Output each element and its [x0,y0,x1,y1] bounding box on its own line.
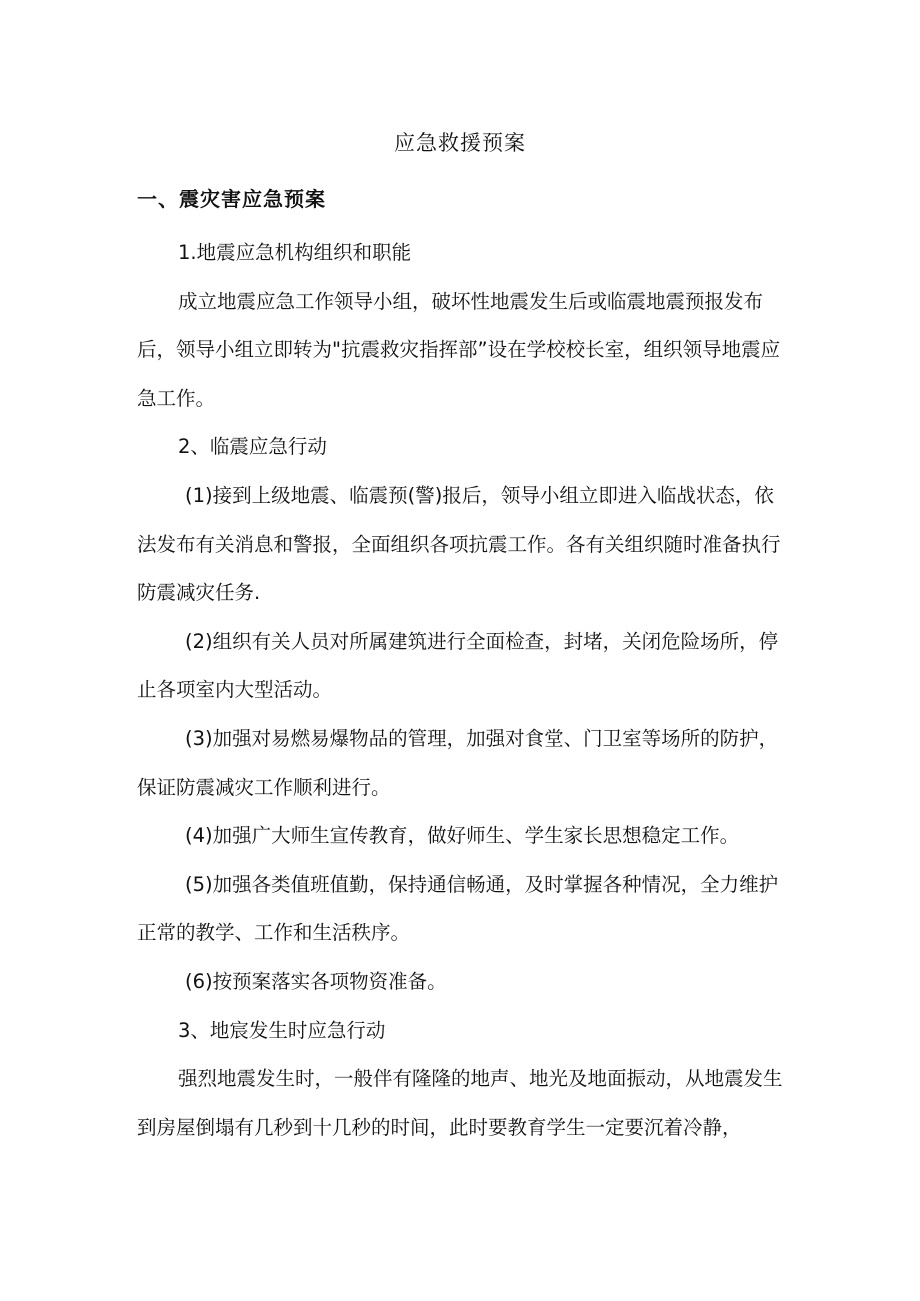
section-heading: 一、震灾害应急预案 [137,187,326,211]
document-body [137,229,792,1152]
list-item-6: (6)按预案落实各项物资准备。 [185,969,447,993]
list-item-1: (1)接到上级地震、临震预(警)报后，领导小组立即进入临战状态，依法发布有关消息和警报，全面组织各项抗震工作。各有关组织随时准备执行防震减灾任务. [137,483,781,605]
subsection-heading-2: 2、临震应急行动 [178,435,327,459]
subsection-heading-1: 1.地震应急机构组织和职能 [178,241,412,264]
paragraph-organization: 成立地震应急工作领导小组，破坏性地震发生后或临震地震预报发布后，领导小组立即转为"抗震救灾指挥部”设在学校校长室，组织领导地震应急工作。 [137,289,781,410]
paragraph-earthquake-action: 强烈地震发生时，一般伴有隆隆的地声、地光及地面振动，从地震发生到房屋倒塌有几秒到十几秒的时间，此时要教育学生一定要沉着冷静， [137,1067,783,1139]
list-item-3: (3)加强对易燃易爆物品的管理，加强对食堂、门卫室等场所的防护，保证防震减灾工作顺利进行。 [137,726,779,799]
document-title: 应急救援预案 [394,131,526,155]
list-item-4: (4)加强广大师生宣传教育，做好师生、学生家长思想稳定工作。 [185,824,740,848]
subsection-heading-3: 3、地宸发生时应急行动 [178,1018,386,1042]
list-item-2: (2)组织有关人员对所属建筑进行全面检查，封堵，关闭危险场所，停止各项室内大型活动。 [137,629,779,702]
list-item-5: (5)加强各类值班值勤，保持通信畅通，及时掌握各种情况，全力维护正常的教学、工作和生活秩序。 [137,872,779,945]
